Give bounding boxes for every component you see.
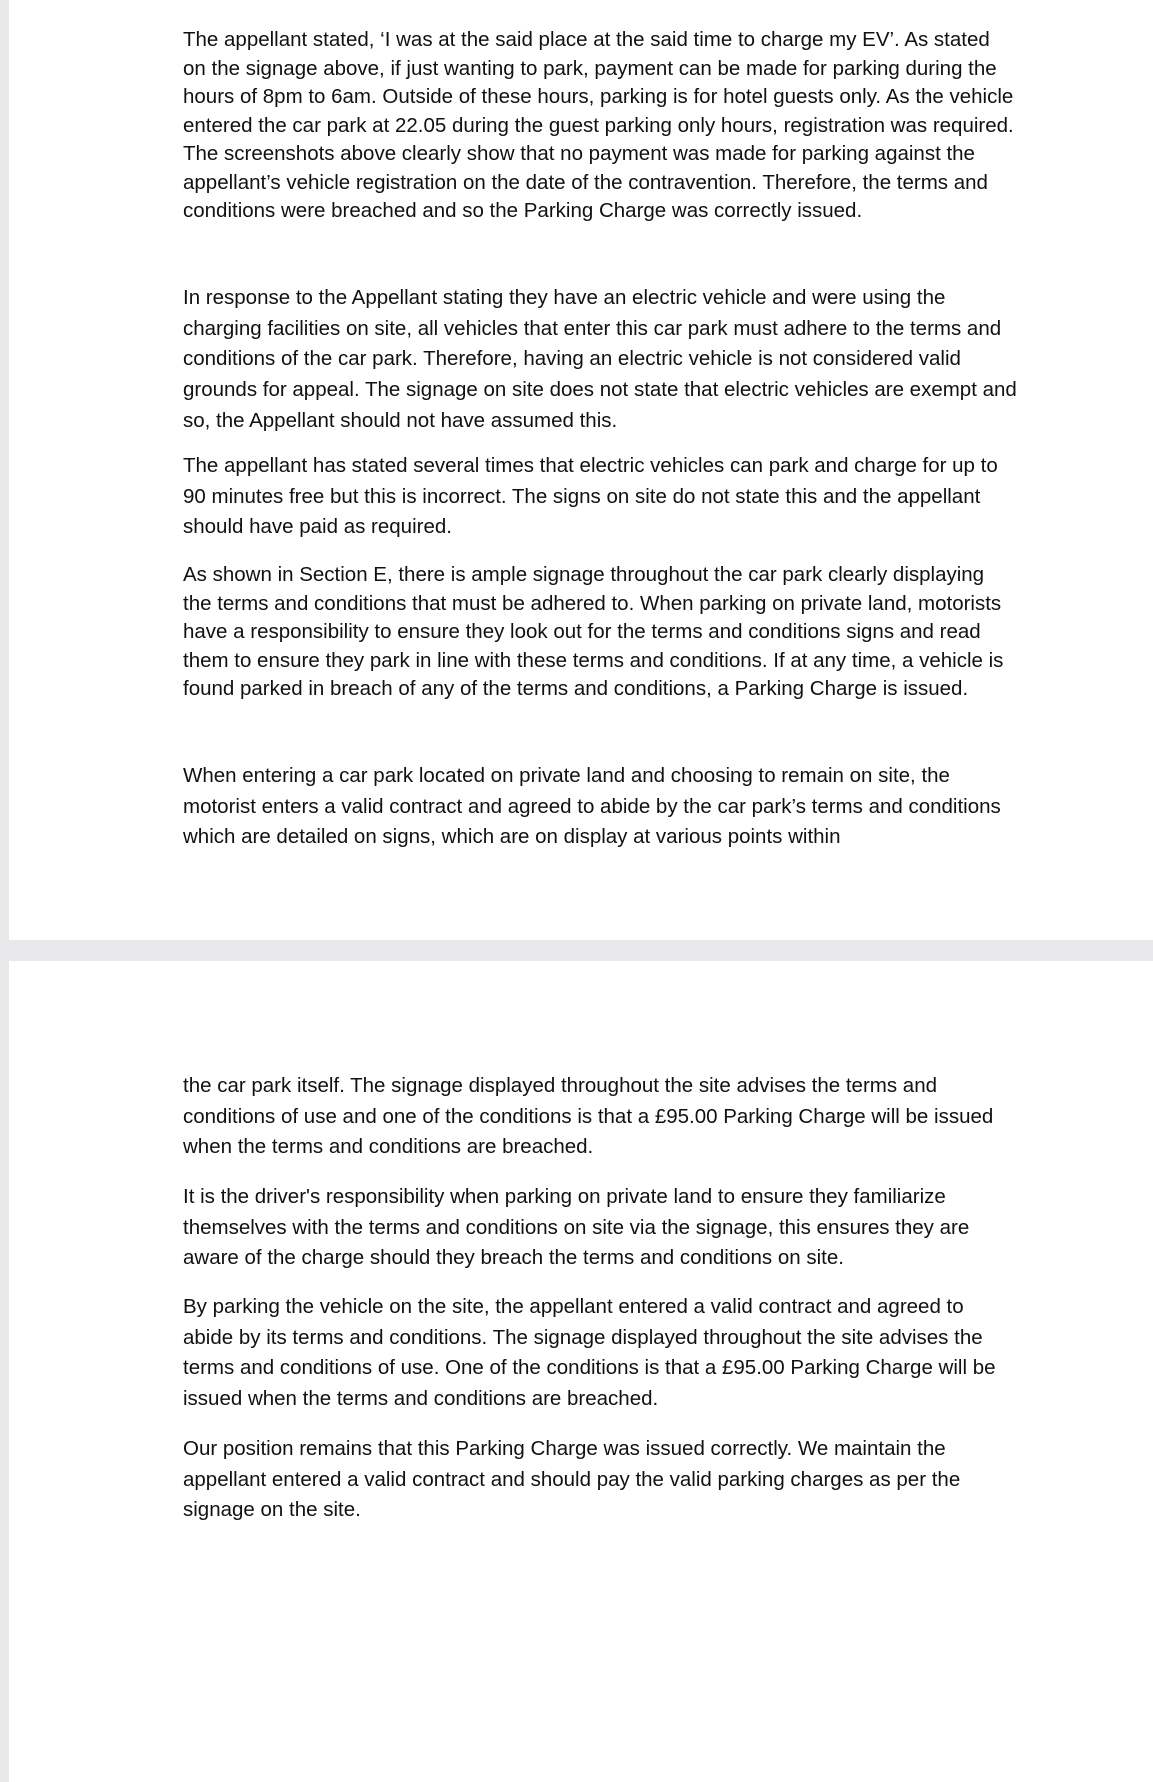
paragraph-car-park-signage: the car park itself. The signage displayed throughout the site advises the terms and conditions of use and one of the conditions is that a £95.00 Parking Charge will be issued when the terms and conditions are breached. — [183, 1074, 994, 1159]
document-page-2 — [9, 961, 1153, 1782]
paragraph-appellant-statement: The appellant stated, ‘I was at the said place at the said time to charge my EV’. As stated on the signage above, if just wanting to park, payment can be made for parking during the hours of 8pm to 6am. Outside of these hours, parking is for hotel guests only. As the vehicle entered the car park at 22.05 during the guest parking only hours, registration was required. The screenshots above clearly show that no payment was made for parking against the appellant’s vehicle registration on the date of the contravention. Therefore, the terms and conditions were breached and so the Parking Charge was correctly issued. — [183, 28, 1014, 222]
paragraph-valid-contract: When entering a car park located on private land and choosing to remain on site, the motorist enters a valid contract and agreed to abide by the car park’s terms and conditions which are detailed on signs, which are on display at various points within — [183, 764, 1001, 849]
paragraph-section-e-signage: As shown in Section E, there is ample signage throughout the car park clearly displaying the terms and conditions that must be adhered to. When parking on private land, motorists have a responsibility to ensure they look out for the terms and conditions signs and read them to ensure they park in line with these terms and conditions. If at any time, a vehicle is found parked in breach of any of the terms and conditions, a Parking Charge is issued. — [183, 563, 1004, 700]
paragraph-90-minutes-claim: The appellant has stated several times that electric vehicles can park and charge for up to 90 minutes free but this is incorrect. The signs on site do not state this and the appellant should have paid as required. — [183, 454, 998, 539]
paragraph-driver-responsibility: It is the driver's responsibility when parking on private land to ensure they familiarize themselves with the terms and conditions on site via the signage, this ensures they are aware of the charge should they breach the terms and conditions on site. — [183, 1185, 970, 1270]
paragraph-entered-valid-contract: By parking the vehicle on the site, the appellant entered a valid contract and agreed to abide by its terms and conditions. The signage displayed throughout the site advises the terms and conditions of use. One of the conditions is that a £95.00 Parking Charge will be issued when the terms and conditions are breached. — [183, 1295, 996, 1411]
paragraph-electric-vehicle-response: In response to the Appellant stating they have an electric vehicle and were using the charging facilities on site, all vehicles that enter this car park must adhere to the terms and conditions of the car park. Therefore, having an electric vehicle is not considered valid grounds for appeal. The signage on site does not state that electric vehicles are exempt and so, the Appellant should not have assumed this. — [183, 286, 1017, 432]
document-page-1 — [9, 0, 1153, 940]
paragraph-position-remains: Our position remains that this Parking Charge was issued correctly. We maintain the appellant entered a valid contract and should pay the valid parking charges as per the signage on the site. — [183, 1437, 961, 1522]
